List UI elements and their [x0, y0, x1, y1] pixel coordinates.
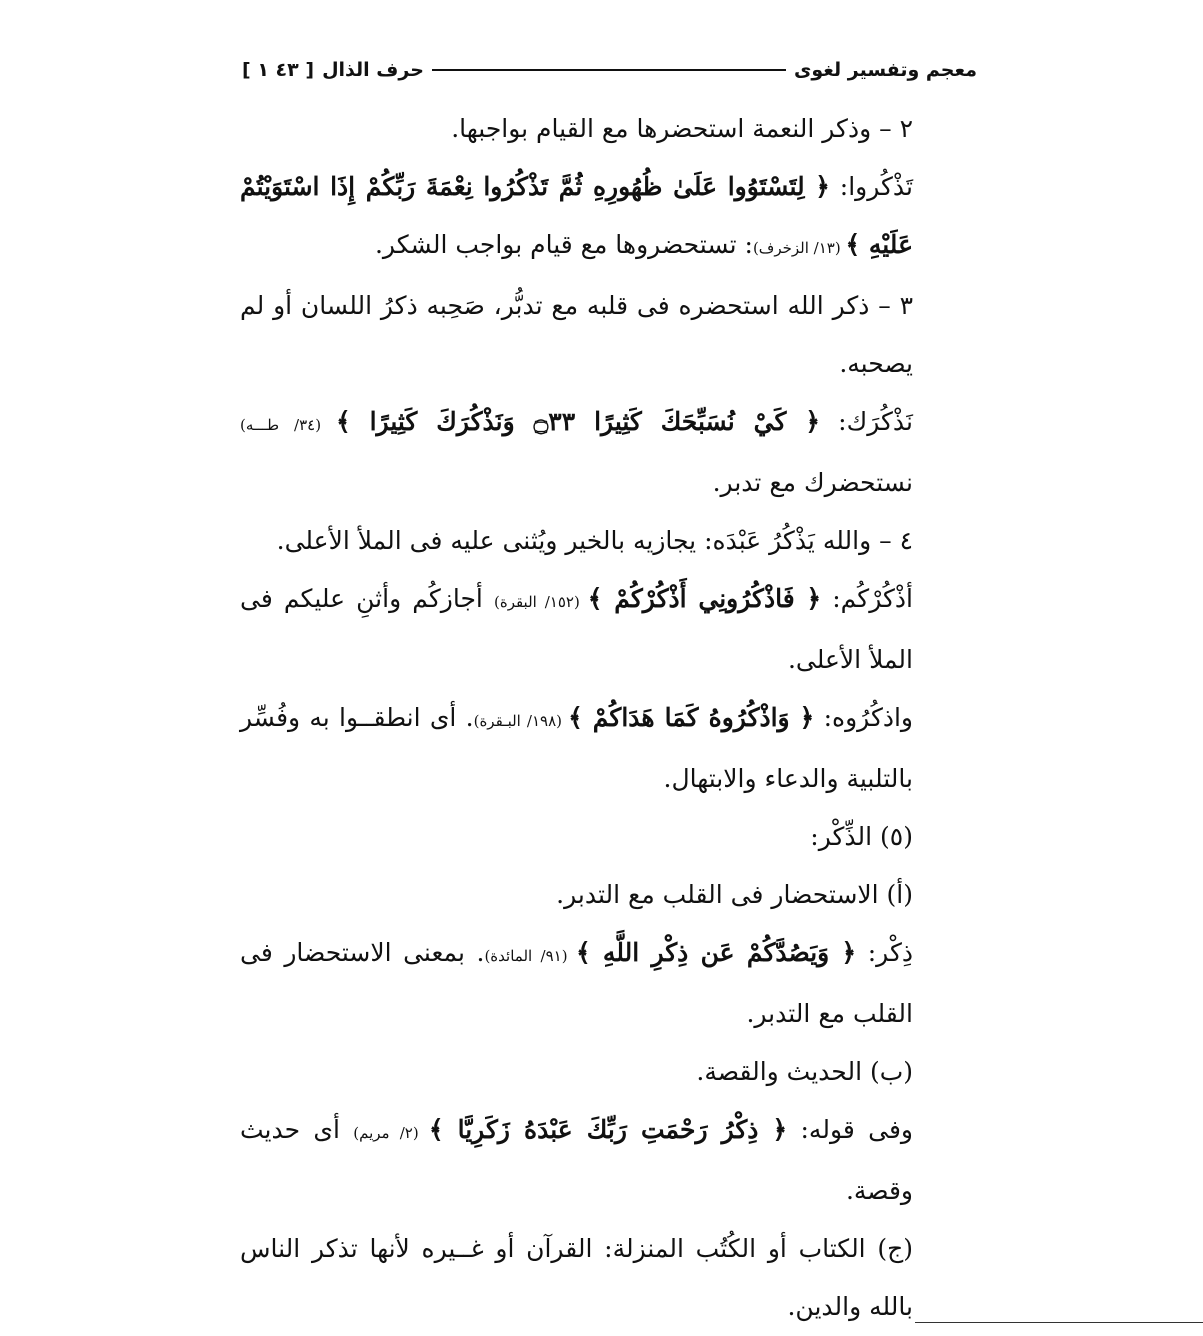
footer-rule [915, 1322, 1203, 1323]
verse-reference: (١٥٢/ البقرة) [493, 593, 588, 611]
quran-quote: ﴿ لِتَسْتَوُوا عَلَىٰ ظُهُورِهِ ثُمَّ تَذْكُرُوا نِعْمَةَ رَبِّكُمْ إِذَا اسْتَوَيْتُمْ عَلَيْهِ ﴾ [240, 172, 913, 259]
quran-quote: ﴿ فَاذْكُرُونِي أَذْكُرْكُمْ ﴾ [587, 584, 822, 613]
quran-quote: ﴿ وَاذْكُرُوهُ كَمَا هَدَاكُمْ ﴾ [568, 703, 815, 732]
paragraph [240, 1043, 975, 1101]
text-run: : تستحضروها مع قيام بواجب الشكر. [374, 230, 753, 259]
verse-reference: (٢/ مريم) [353, 1124, 429, 1142]
quran-quote: ﴿ وَيَصُدَّكُمْ عَن ذِكْرِ اللَّهِ ﴾ [575, 938, 857, 967]
paragraph [240, 1101, 975, 1220]
running-header [242, 52, 977, 88]
verse-reference: (٩١/ المائدة) [484, 947, 576, 965]
text-run: ٤ – والله يَذْكُرُ عَبْدَه: يجازيه بالخير ويُثنى عليه فى الملأ الأعلى. [276, 526, 913, 555]
page-number: [ ٤٣ ١ ] [242, 59, 315, 81]
paragraph [240, 158, 975, 277]
header-rule [432, 69, 786, 71]
book-title: معجم وتفسير لغوى [793, 59, 977, 81]
page-body [240, 100, 975, 1336]
paragraph [240, 393, 975, 512]
paragraph [240, 689, 975, 808]
paragraph [240, 866, 975, 924]
paragraph [240, 512, 975, 570]
text-run: تَذْكُروا: [829, 172, 913, 201]
section-title: حرف الذال [322, 59, 424, 81]
text-run: . بمعنى الاستحضار فى القلب مع التدبر. [240, 938, 913, 1028]
text-run: . أى انطقــوا به وفُسِّر بالتلبية والدعاء والابتهال. [240, 703, 913, 793]
text-run: نَذْكُرَك: [820, 407, 913, 436]
paragraph [240, 1220, 975, 1336]
text-run: وفى قوله: [787, 1115, 913, 1144]
text-run: أجازكُم وأثنِ عليكم فى الملأ الأعلى. [240, 584, 913, 674]
verse-reference: (٣٤/ طـــه) [240, 416, 337, 434]
verse-reference: (١٣/ الزخرف) [752, 239, 846, 257]
paragraph [240, 100, 975, 158]
text-run: ذِكْر: [856, 938, 913, 967]
text-run: واذكُرُوه: [814, 703, 914, 732]
paragraph [240, 277, 975, 393]
quran-quote: ﴿ كَيْ نُسَبِّحَكَ كَثِيرًا ۝٣٣ وَنَذْكُرَكَ كَثِيرًا ﴾ [336, 407, 820, 436]
text-run: (ج) الكتاب أو الكُتُب المنزلة: القرآن أو غــيره لأنها تذكر الناس بالله والدين. [240, 1234, 913, 1321]
paragraph [240, 924, 975, 1043]
text-run: أى حديث وقصة. [240, 1115, 913, 1205]
verse-reference: (١٩٨/ البـقرة) [473, 712, 569, 730]
text-run: ٣ – ذكر الله استحضره فى قلبه مع تدبُّر، صَحِبه ذكرُ اللسان أو لم يصحبه. [240, 291, 913, 378]
quran-quote: ﴿ ذِكْرُ رَحْمَتِ رَبِّكَ عَبْدَهُ زَكَرِيَّا ﴾ [428, 1115, 788, 1144]
paragraph [240, 570, 975, 689]
paragraph [240, 808, 975, 866]
text-run: (٥) الذِّكْر: [810, 822, 913, 851]
text-run: (أ) الاستحضار فى القلب مع التدبر. [556, 880, 913, 909]
text-run: أذْكُرْكُم: [821, 584, 913, 613]
text-run: (ب) الحديث والقصة. [696, 1057, 913, 1086]
text-run: نستحضرك مع تدبر. [712, 468, 913, 497]
text-run: ٢ – وذكر النعمة استحضرها مع القيام بواجبها. [451, 114, 913, 143]
